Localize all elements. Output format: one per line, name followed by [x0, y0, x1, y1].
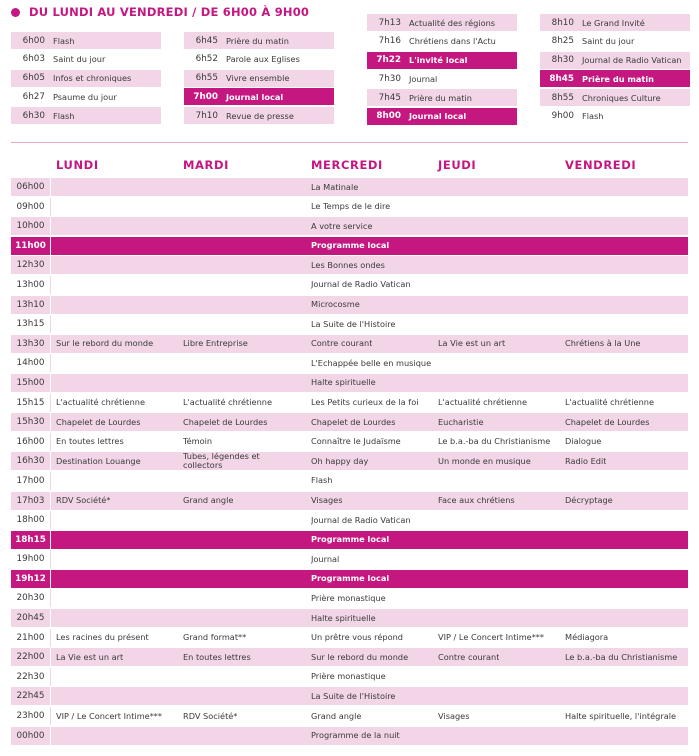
schedule-row — [11, 217, 688, 235]
schedule-program-mardi: En toutes lettres — [183, 651, 251, 662]
schedule-program-jeudi: Eucharistie — [438, 416, 484, 427]
morning-row — [11, 88, 161, 105]
morning-time: 7h16 — [378, 36, 401, 47]
morning-program: Journal local — [226, 91, 284, 102]
schedule-time: 17h03 — [11, 492, 51, 510]
schedule-program-all-days: La Suite de l'Histoire — [311, 690, 396, 701]
schedule-row — [11, 433, 688, 451]
schedule-program-all-days: Le Temps de le dire — [311, 201, 391, 212]
morning-program: Flash — [53, 110, 75, 121]
morning-time: 6h55 — [195, 73, 218, 84]
morning-program: Chroniques Culture — [582, 92, 661, 103]
schedule-time: 22h30 — [11, 668, 51, 686]
divider-line — [11, 142, 688, 143]
schedule-program-mardi: Témoin — [183, 436, 213, 447]
morning-time: 6h30 — [22, 110, 45, 121]
schedule-program-lundi: Chapelet de Lourdes — [56, 416, 141, 427]
morning-row — [540, 89, 690, 106]
morning-time: 7h00 — [193, 91, 218, 102]
schedule-program-jeudi: Contre courant — [438, 651, 500, 662]
schedule-row — [11, 198, 688, 216]
morning-time: 6h52 — [195, 54, 218, 65]
schedule-program-vendredi: Dialogue — [565, 436, 602, 447]
schedule-program-all-days: Microcosme — [311, 299, 360, 310]
schedule-time: 19h00 — [11, 550, 51, 568]
weekly-schedule-table — [11, 178, 688, 746]
schedule-program-jeudi: La Vie est un art — [438, 338, 506, 349]
day-header-jeudi: JEUDI — [438, 158, 477, 172]
morning-time: 7h13 — [378, 17, 401, 28]
schedule-program-mercredi: Visages — [311, 495, 343, 505]
schedule-time: 21h00 — [11, 629, 51, 647]
morning-time: 8h10 — [551, 17, 574, 28]
schedule-program-mercredi: Connaître le Judaïsme — [311, 436, 401, 447]
morning-row-highlighted — [367, 108, 517, 125]
morning-program: Prière du matin — [409, 92, 472, 103]
morning-time: 7h10 — [195, 110, 218, 121]
schedule-program-mercredi: Sur le rebord du monde — [311, 651, 409, 662]
morning-program: Psaume du jour — [53, 91, 117, 102]
schedule-time: 18h15 — [11, 531, 51, 549]
morning-row — [11, 107, 161, 124]
schedule-program-vendredi: Halte spirituelle, l'intégrale — [565, 710, 677, 721]
schedule-program-lundi: L'actualité chrétienne — [56, 397, 145, 408]
schedule-row — [11, 256, 688, 274]
morning-time: 8h00 — [376, 111, 401, 122]
schedule-program-all-days: La Matinale — [311, 181, 359, 192]
morning-time: 7h30 — [378, 73, 401, 84]
morning-time: 6h03 — [22, 54, 45, 65]
schedule-row — [11, 394, 688, 412]
schedule-row — [11, 629, 688, 647]
morning-row — [184, 70, 334, 87]
schedule-program-mardi: Libre Entreprise — [183, 338, 248, 349]
weekday-header-row — [0, 158, 699, 174]
morning-program: Journal — [409, 73, 438, 84]
morning-time: 7h22 — [376, 55, 401, 66]
morning-program: Prière du matin — [582, 73, 654, 84]
schedule-program-jeudi: Visages — [438, 710, 470, 721]
morning-row — [540, 52, 690, 69]
morning-program: Journal de Radio Vatican — [582, 55, 682, 66]
schedule-row — [11, 178, 688, 196]
morning-program: Journal local — [409, 111, 467, 122]
schedule-program-mercredi: Contre courant — [311, 338, 373, 349]
morning-program: Le Grand Invité — [582, 17, 645, 28]
schedule-row — [11, 413, 688, 431]
schedule-program-mercredi: Un prêtre vous répond — [311, 632, 403, 643]
morning-row — [367, 89, 517, 106]
morning-time: 9h00 — [551, 111, 574, 122]
schedule-row — [11, 668, 688, 686]
schedule-row — [11, 707, 688, 725]
schedule-row — [11, 492, 688, 510]
schedule-time: 20h30 — [11, 589, 51, 607]
day-header-vendredi: VENDREDI — [565, 158, 637, 172]
schedule-program-vendredi: L'actualité chrétienne — [565, 397, 654, 408]
morning-row-highlighted — [184, 88, 334, 105]
morning-program: Revue de presse — [226, 110, 294, 121]
schedule-program-lundi: En toutes lettres — [56, 436, 124, 447]
schedule-program-all-days: Prière monastique — [311, 592, 386, 603]
morning-row — [184, 32, 334, 49]
schedule-row — [11, 296, 688, 314]
schedule-program-jeudi: VIP / Le Concert Intime*** — [438, 632, 544, 643]
morning-program: Saint du jour — [582, 36, 635, 47]
schedule-row — [11, 315, 688, 333]
morning-column — [184, 32, 334, 126]
schedule-time: 18h00 — [11, 511, 51, 529]
schedule-program-mardi: Chapelet de Lourdes — [183, 416, 268, 427]
morning-row — [540, 33, 690, 50]
day-header-mardi: MARDI — [183, 158, 230, 172]
schedule-time: 14h00 — [11, 354, 51, 372]
schedule-program-jeudi: Face aux chrétiens — [438, 495, 515, 505]
schedule-row — [11, 354, 688, 372]
schedule-program-mercredi: Oh happy day — [311, 455, 369, 466]
schedule-time: 13h10 — [11, 296, 51, 314]
section-header — [11, 3, 309, 21]
schedule-program-mardi: Grand format** — [183, 632, 247, 643]
morning-program: Infos et chroniques — [53, 73, 132, 84]
schedule-program-mardi: Tubes, légendes et collectors — [183, 452, 260, 471]
schedule-program-all-days: Programme local — [311, 534, 390, 545]
schedule-time: 19h12 — [11, 570, 51, 588]
morning-program: Flash — [582, 111, 604, 122]
schedule-program-mardi: RDV Société* — [183, 710, 238, 721]
morning-program: Saint du jour — [53, 54, 106, 65]
schedule-program-all-days: L'Echappée belle en musique — [311, 357, 432, 368]
schedule-time: 15h00 — [11, 374, 51, 392]
morning-row — [184, 51, 334, 68]
schedule-program-all-days: A votre service — [311, 220, 373, 231]
schedule-program-all-days: Prière monastique — [311, 671, 386, 682]
schedule-row — [11, 511, 688, 529]
morning-time: 6h45 — [195, 35, 218, 46]
schedule-time: 10h00 — [11, 217, 51, 235]
schedule-program-all-days: Halte spirituelle — [311, 612, 376, 623]
schedule-row — [11, 374, 688, 392]
schedule-row — [11, 648, 688, 666]
schedule-time: 00h00 — [11, 727, 51, 745]
schedule-program-all-days: Flash — [311, 475, 333, 486]
schedule-time: 20h45 — [11, 609, 51, 627]
schedule-row — [11, 472, 688, 490]
schedule-time: 15h30 — [11, 413, 51, 431]
schedule-program-jeudi: Un monde en musique — [438, 455, 531, 466]
morning-time: 8h30 — [551, 55, 574, 66]
morning-program: Actualité des régions — [409, 17, 496, 28]
schedule-program-lundi: Destination Louange — [56, 455, 141, 466]
morning-row — [184, 107, 334, 124]
schedule-row — [11, 687, 688, 705]
schedule-row-highlighted — [11, 237, 688, 255]
morning-row — [11, 51, 161, 68]
schedule-program-all-days: Les Bonnes ondes — [311, 259, 385, 270]
morning-time: 6h05 — [22, 73, 45, 84]
schedule-time: 06h00 — [11, 178, 51, 196]
schedule-program-jeudi: Le b.a.-ba du Christianisme — [438, 436, 551, 447]
schedule-time: 17h00 — [11, 472, 51, 490]
morning-row — [540, 108, 690, 125]
schedule-time: 23h00 — [11, 707, 51, 725]
schedule-time: 22h00 — [11, 648, 51, 666]
schedule-program-lundi: RDV Société* — [56, 495, 111, 505]
schedule-program-all-days: Halte spirituelle — [311, 377, 376, 388]
schedule-program-lundi: VIP / Le Concert Intime*** — [56, 710, 162, 721]
morning-time: 6h27 — [22, 91, 45, 102]
morning-column — [540, 14, 690, 127]
bullet-dot-icon — [11, 8, 20, 17]
schedule-row — [11, 335, 688, 353]
morning-column — [367, 14, 517, 127]
schedule-row-highlighted — [11, 570, 688, 588]
schedule-program-vendredi: Médiagora — [565, 632, 609, 643]
schedule-program-mercredi: Les Petits curieux de la foi — [311, 397, 419, 408]
schedule-program-all-days: Programme de la nuit — [311, 730, 400, 741]
schedule-row — [11, 589, 688, 607]
schedule-row — [11, 276, 688, 294]
schedule-time: 13h15 — [11, 315, 51, 333]
schedule-row-highlighted — [11, 531, 688, 549]
morning-time: 7h45 — [378, 92, 401, 103]
morning-program: Vivre ensemble — [226, 73, 290, 84]
schedule-program-all-days: Journal de Radio Vatican — [311, 514, 411, 525]
morning-row — [540, 14, 690, 31]
schedule-program-mercredi: Chapelet de Lourdes — [311, 416, 396, 427]
schedule-program-mardi: L'actualité chrétienne — [183, 397, 272, 408]
schedule-time: 13h30 — [11, 335, 51, 353]
morning-program: Prière du matin — [226, 35, 289, 46]
schedule-time: 16h30 — [11, 452, 51, 470]
morning-row — [11, 32, 161, 49]
day-header-lundi: LUNDI — [56, 158, 99, 172]
section-title: DU LUNDI AU VENDREDI / DE 6H00 À 9H00 — [29, 5, 310, 19]
schedule-program-vendredi: Chrétiens à la Une — [565, 338, 641, 349]
schedule-program-all-days: Journal de Radio Vatican — [311, 279, 411, 290]
day-header-mercredi: MERCREDI — [311, 158, 383, 172]
schedule-time: 15h15 — [11, 394, 51, 412]
morning-program: Flash — [53, 35, 75, 46]
morning-row-highlighted — [540, 70, 690, 87]
schedule-program-lundi: Les racines du présent — [56, 632, 149, 643]
morning-column — [11, 32, 161, 126]
schedule-row — [11, 727, 688, 745]
morning-time: 6h00 — [22, 35, 45, 46]
schedule-time: 16h00 — [11, 433, 51, 451]
morning-program: Parole aux Eglises — [226, 54, 300, 65]
morning-time: 8h45 — [549, 73, 574, 84]
schedule-time: 11h00 — [11, 237, 51, 255]
schedule-program-lundi: La Vie est un art — [56, 651, 124, 662]
morning-program: Chrétiens dans l'Actu — [409, 36, 496, 47]
morning-row — [367, 70, 517, 87]
schedule-program-vendredi: Décryptage — [565, 495, 613, 505]
schedule-program-lundi: Sur le rebord du monde — [56, 338, 154, 349]
schedule-program-mercredi: Grand angle — [311, 710, 362, 721]
morning-program: L'invité local — [409, 55, 468, 66]
schedule-program-all-days: La Suite de l'Histoire — [311, 318, 396, 329]
schedule-row — [11, 452, 688, 470]
morning-row — [367, 14, 517, 31]
morning-row — [367, 33, 517, 50]
morning-time: 8h25 — [551, 36, 574, 47]
schedule-program-vendredi: Le b.a.-ba du Christianisme — [565, 651, 678, 662]
schedule-program-jeudi: L'actualité chrétienne — [438, 397, 527, 408]
schedule-program-all-days: Programme local — [311, 573, 390, 584]
morning-row — [11, 70, 161, 87]
schedule-program-all-days: Programme local — [311, 240, 390, 251]
morning-time: 8h55 — [551, 92, 574, 103]
schedule-row — [11, 609, 688, 627]
schedule-program-vendredi: Radio Edit — [565, 455, 607, 466]
schedule-time: 09h00 — [11, 198, 51, 216]
schedule-time: 12h30 — [11, 256, 51, 274]
schedule-time: 13h00 — [11, 276, 51, 294]
schedule-row — [11, 550, 688, 568]
morning-row-highlighted — [367, 52, 517, 69]
schedule-program-mardi: Grand angle — [183, 495, 234, 505]
schedule-program-all-days: Journal — [311, 553, 340, 564]
schedule-time: 22h45 — [11, 687, 51, 705]
schedule-program-vendredi: Chapelet de Lourdes — [565, 416, 650, 427]
